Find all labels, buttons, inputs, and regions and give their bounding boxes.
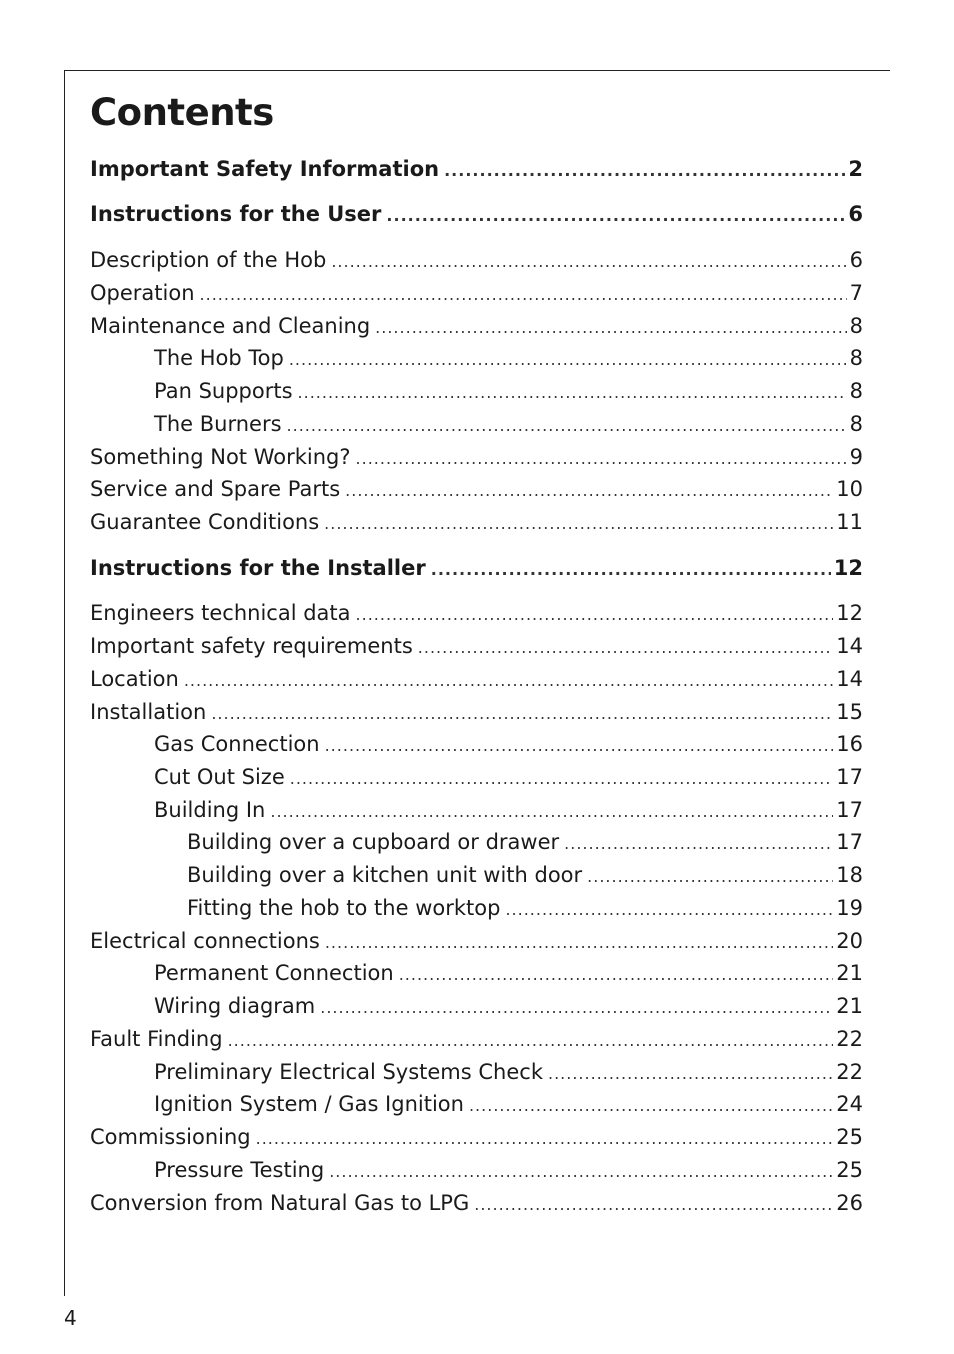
toc-entry[interactable] <box>90 696 863 728</box>
toc-entry[interactable] <box>90 1121 863 1153</box>
toc-entry-label: Service and Spare Parts <box>90 477 341 501</box>
toc-entry[interactable] <box>90 277 863 309</box>
toc-entry-page: 19 <box>836 896 863 920</box>
toc-entry-label: Pressure Testing <box>154 1158 325 1182</box>
dot-leader <box>548 1058 833 1090</box>
toc-entry-page: 14 <box>836 667 863 691</box>
dot-leader <box>587 861 833 893</box>
toc-entry[interactable] <box>90 244 863 276</box>
toc-entry-label: Building over a kitchen unit with door <box>187 863 583 887</box>
toc-entry-label: Fitting the hob to the worktop <box>187 896 501 920</box>
toc-entry-page: 9 <box>849 445 863 469</box>
toc-entry-label: Cut Out Size <box>154 765 285 789</box>
dot-leader <box>399 959 834 991</box>
dot-leader <box>211 698 833 730</box>
toc-entry[interactable] <box>187 859 863 891</box>
toc-entry-page: 26 <box>836 1191 863 1215</box>
dot-leader <box>325 730 834 762</box>
dot-leader <box>356 443 847 475</box>
toc-entry-label: Something Not Working? <box>90 445 351 469</box>
dot-leader <box>375 312 846 344</box>
toc-entry[interactable] <box>154 794 863 826</box>
toc-entry-page: 8 <box>849 346 863 370</box>
toc-entry-label: Building In <box>154 798 266 822</box>
toc-entry[interactable] <box>90 630 863 662</box>
toc-entry-label: Preliminary Electrical Systems Check <box>154 1060 543 1084</box>
toc-entry-page: 6 <box>849 248 863 272</box>
toc-entry-label: Ignition System / Gas Ignition <box>154 1092 464 1116</box>
toc-entry-page: 24 <box>836 1092 863 1116</box>
dot-leader <box>200 279 847 311</box>
dot-leader <box>418 632 834 664</box>
toc-entry-label: Installation <box>90 700 207 724</box>
toc-entry[interactable] <box>90 925 863 957</box>
toc-entry-label: Guarantee Conditions <box>90 510 320 534</box>
dot-leader <box>324 508 833 540</box>
toc-entry[interactable] <box>154 342 863 374</box>
toc-entry-label: Fault Finding <box>90 1027 223 1051</box>
toc-entry-label: Pan Supports <box>154 379 293 403</box>
dot-leader <box>474 1189 833 1221</box>
dot-leader <box>320 992 833 1024</box>
toc-entry[interactable] <box>154 1056 863 1088</box>
toc-entry[interactable] <box>90 1023 863 1055</box>
dot-leader <box>298 377 847 409</box>
toc-section-heading[interactable] <box>90 552 863 584</box>
toc-entry-page: 7 <box>849 281 863 305</box>
toc-entry-page: 25 <box>836 1158 863 1182</box>
dot-leader <box>228 1025 834 1057</box>
toc-entry-label: Building over a cupboard or drawer <box>187 830 560 854</box>
toc-entry-page: 25 <box>836 1125 863 1149</box>
page-number: 4 <box>64 1306 77 1330</box>
toc-entry-label: Engineers technical data <box>90 601 351 625</box>
toc-entry[interactable] <box>154 761 863 793</box>
toc-entry[interactable] <box>90 597 863 629</box>
toc-entry-label: Instructions for the User <box>90 202 382 226</box>
toc-section-heading[interactable] <box>90 198 863 230</box>
toc-entry[interactable] <box>90 1187 863 1219</box>
toc-entry[interactable] <box>154 408 863 440</box>
toc-entry-label: Instructions for the Installer <box>90 556 426 580</box>
toc-section-heading[interactable] <box>90 153 863 185</box>
toc-entry-page: 14 <box>836 634 863 658</box>
dot-leader <box>184 665 833 697</box>
toc-entry[interactable] <box>154 1088 863 1120</box>
toc-entry-page: 18 <box>836 863 863 887</box>
dot-leader <box>469 1090 833 1122</box>
dot-leader <box>431 554 831 586</box>
toc-entry-page: 16 <box>836 732 863 756</box>
toc-entry[interactable] <box>154 375 863 407</box>
toc-entry-page: 17 <box>836 798 863 822</box>
toc-entry-page: 11 <box>836 510 863 534</box>
toc-entry[interactable] <box>154 1154 863 1186</box>
dot-leader <box>505 894 833 926</box>
toc-entry-page: 20 <box>836 929 863 953</box>
toc-entry-label: Commissioning <box>90 1125 251 1149</box>
toc-entry-page: 12 <box>836 601 863 625</box>
toc-entry-label: Electrical connections <box>90 929 320 953</box>
toc-entry[interactable] <box>154 957 863 989</box>
toc-entry-label: Description of the Hob <box>90 248 327 272</box>
toc-entry[interactable] <box>90 663 863 695</box>
toc-entry[interactable] <box>90 441 863 473</box>
toc-entry-page: 15 <box>836 700 863 724</box>
toc-entry[interactable] <box>90 473 863 505</box>
toc-entry-page: 22 <box>836 1060 863 1084</box>
toc-entry[interactable] <box>90 506 863 538</box>
toc-entry-label: Conversion from Natural Gas to LPG <box>90 1191 470 1215</box>
toc-entry-label: Gas Connection <box>154 732 320 756</box>
toc-entry-page: 6 <box>848 202 863 226</box>
toc-entry-label: Location <box>90 667 179 691</box>
toc-entry-page: 21 <box>836 994 863 1018</box>
toc-entry-page: 8 <box>849 379 863 403</box>
toc-entry-label: The Hob Top <box>154 346 284 370</box>
dot-leader <box>329 1156 833 1188</box>
toc-entry-label: Maintenance and Cleaning <box>90 314 371 338</box>
dot-leader <box>325 927 833 959</box>
toc-entry-page: 2 <box>848 157 863 181</box>
toc-entry-label: Operation <box>90 281 195 305</box>
toc-entry[interactable] <box>187 892 863 924</box>
dot-leader <box>564 828 833 860</box>
toc-entry-page: 17 <box>836 830 863 854</box>
toc-entry-label: Wiring diagram <box>154 994 316 1018</box>
toc-entry-label: Important Safety Information <box>90 157 440 181</box>
dot-leader <box>287 410 847 442</box>
dot-leader <box>386 200 845 232</box>
dot-leader <box>444 155 845 187</box>
dot-leader <box>331 246 846 278</box>
dot-leader <box>289 344 847 376</box>
toc-entry-page: 22 <box>836 1027 863 1051</box>
dot-leader <box>270 796 833 828</box>
toc-entry[interactable] <box>154 728 863 760</box>
dot-leader <box>345 475 833 507</box>
left-rule <box>64 70 65 1296</box>
toc-entry-page: 8 <box>849 314 863 338</box>
toc-entry-label: Important safety requirements <box>90 634 413 658</box>
toc-entry-label: The Burners <box>154 412 282 436</box>
dot-leader <box>290 763 834 795</box>
toc-entry-page: 12 <box>833 556 863 580</box>
toc-entry-page: 10 <box>836 477 863 501</box>
page-title: Contents <box>90 91 274 134</box>
toc-entry-label: Permanent Connection <box>154 961 394 985</box>
dot-leader <box>256 1123 834 1155</box>
toc-entry-page: 17 <box>836 765 863 789</box>
toc-entry-page: 8 <box>849 412 863 436</box>
toc-entry-page: 21 <box>836 961 863 985</box>
toc-entry[interactable] <box>90 310 863 342</box>
toc-entry[interactable] <box>154 990 863 1022</box>
dot-leader <box>356 599 834 631</box>
table-of-contents <box>90 0 863 1354</box>
toc-entry[interactable] <box>187 826 863 858</box>
